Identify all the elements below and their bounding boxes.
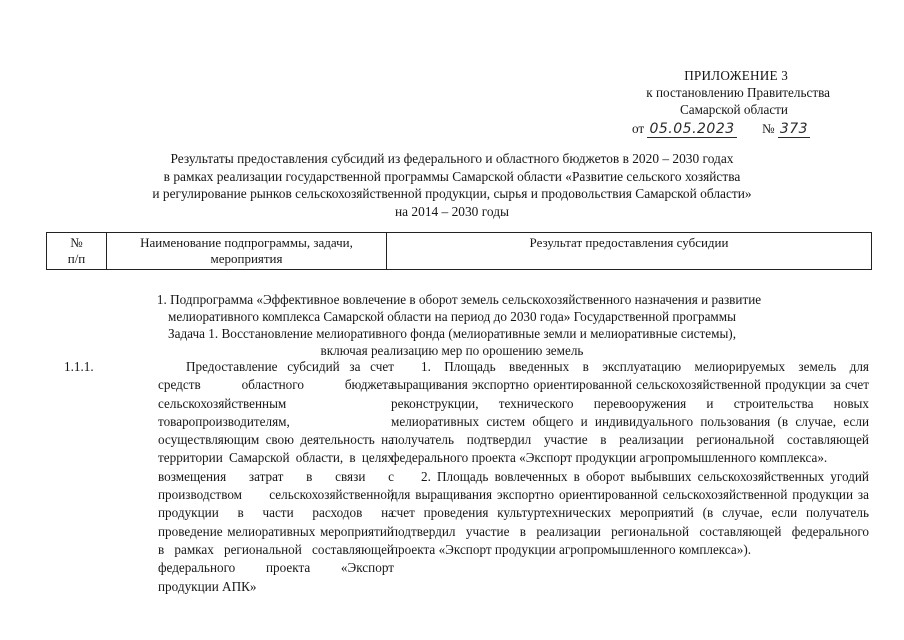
title-line-4: на 2014 – 2030 годы (394, 203, 510, 219)
subprogram-section (60, 291, 844, 359)
title-line-1: Результаты предоставления субсидий из федерального и областного бюджетов в 2020 – 2030 годах (170, 151, 734, 166)
table-header (46, 232, 872, 270)
header-name-line-1: Наименование подпрограммы, задачи, (140, 235, 353, 250)
header-name-line-2: мероприятия (210, 251, 283, 266)
result-column (391, 358, 869, 559)
header-name-cell (107, 233, 387, 269)
appendix-dateline (600, 120, 830, 138)
row-number: 1.1.1. (64, 359, 94, 374)
task-line-1: Задача 1. Восстановление мелиоративного фонда (мелиоративные земли и мелиоративные системы), (168, 326, 736, 341)
handwritten-number: 373 (779, 121, 809, 137)
header-number-line-2: п/п (67, 251, 86, 266)
task-line-2: включая реализацию мер по орошению земель (320, 343, 584, 358)
result-item-1: 1. Площадь введенных в эксплуатацию мелиорируемых земель для выращивания экспортно ориентированной сельскохозяйственной продукции за счет реконструкции, технического перевооружения и строительства новых мелиоративных систем общего и индивидуального пользования (в случае, если получатель подтвердил участие в реализации региональной составляющей федерального проекта «Экспорт продукции агропромышленного комплекса». (391, 359, 869, 466)
appendix-line-2: Самарской области (680, 102, 788, 117)
header-number-cell (47, 233, 107, 269)
handwritten-date: 05.05.2023 (649, 121, 735, 137)
appendix-block (600, 67, 830, 138)
subprogram-line-2: мелиоративного комплекса Самарской области на период до 2030 года» Государственной программы (168, 309, 736, 324)
number-label: № (761, 121, 775, 136)
title-line-2: в рамках реализации государственной программы Самарской области «Развитие сельского хозяйства (163, 168, 741, 184)
appendix-line-1: к постановлению Правительства (646, 85, 830, 100)
header-result-cell (387, 233, 871, 269)
result-item-2: 2. Площадь вовлеченных в оборот выбывших сельскохозяйственных угодий для выращивания экспортно ориентированной сельскохозяйственной продукции за счет проведения культуртехнических мероприятий (в случае, если получатель подтвердил участие в реализации региональной составляющей федерального проекта «Экспорт продукции агропромышленного комплекса»). (391, 468, 869, 557)
title-line-3: и регулирование рынков сельскохозяйственной продукции, сырья и продовольствия Самарской области» (152, 186, 752, 201)
subprogram-line-1: 1. Подпрограмма «Эффективное вовлечение в оборот земель сельскохозяйственного назначения и развитие (156, 292, 762, 307)
header-number-line-1: № (70, 235, 83, 250)
appendix-heading: ПРИЛОЖЕНИЕ 3 (684, 68, 788, 83)
document-title (70, 150, 834, 220)
header-result-label: Результат предоставления субсидии (529, 235, 729, 250)
measure-name: Предоставление субсидий за счет средств областного бюджета сельскохозяйственным товаропроизводителям, осуществляющим свою деятельность на территории Самарской области, в целях возмещения затрат в связи с производством сельскохозяйственной продукции в части расходов на проведение мелиоративных мероприятий в рамках региональной составляющей федерального проекта «Экспорт продукции АПК» (158, 359, 394, 594)
date-prefix: от (632, 121, 645, 136)
